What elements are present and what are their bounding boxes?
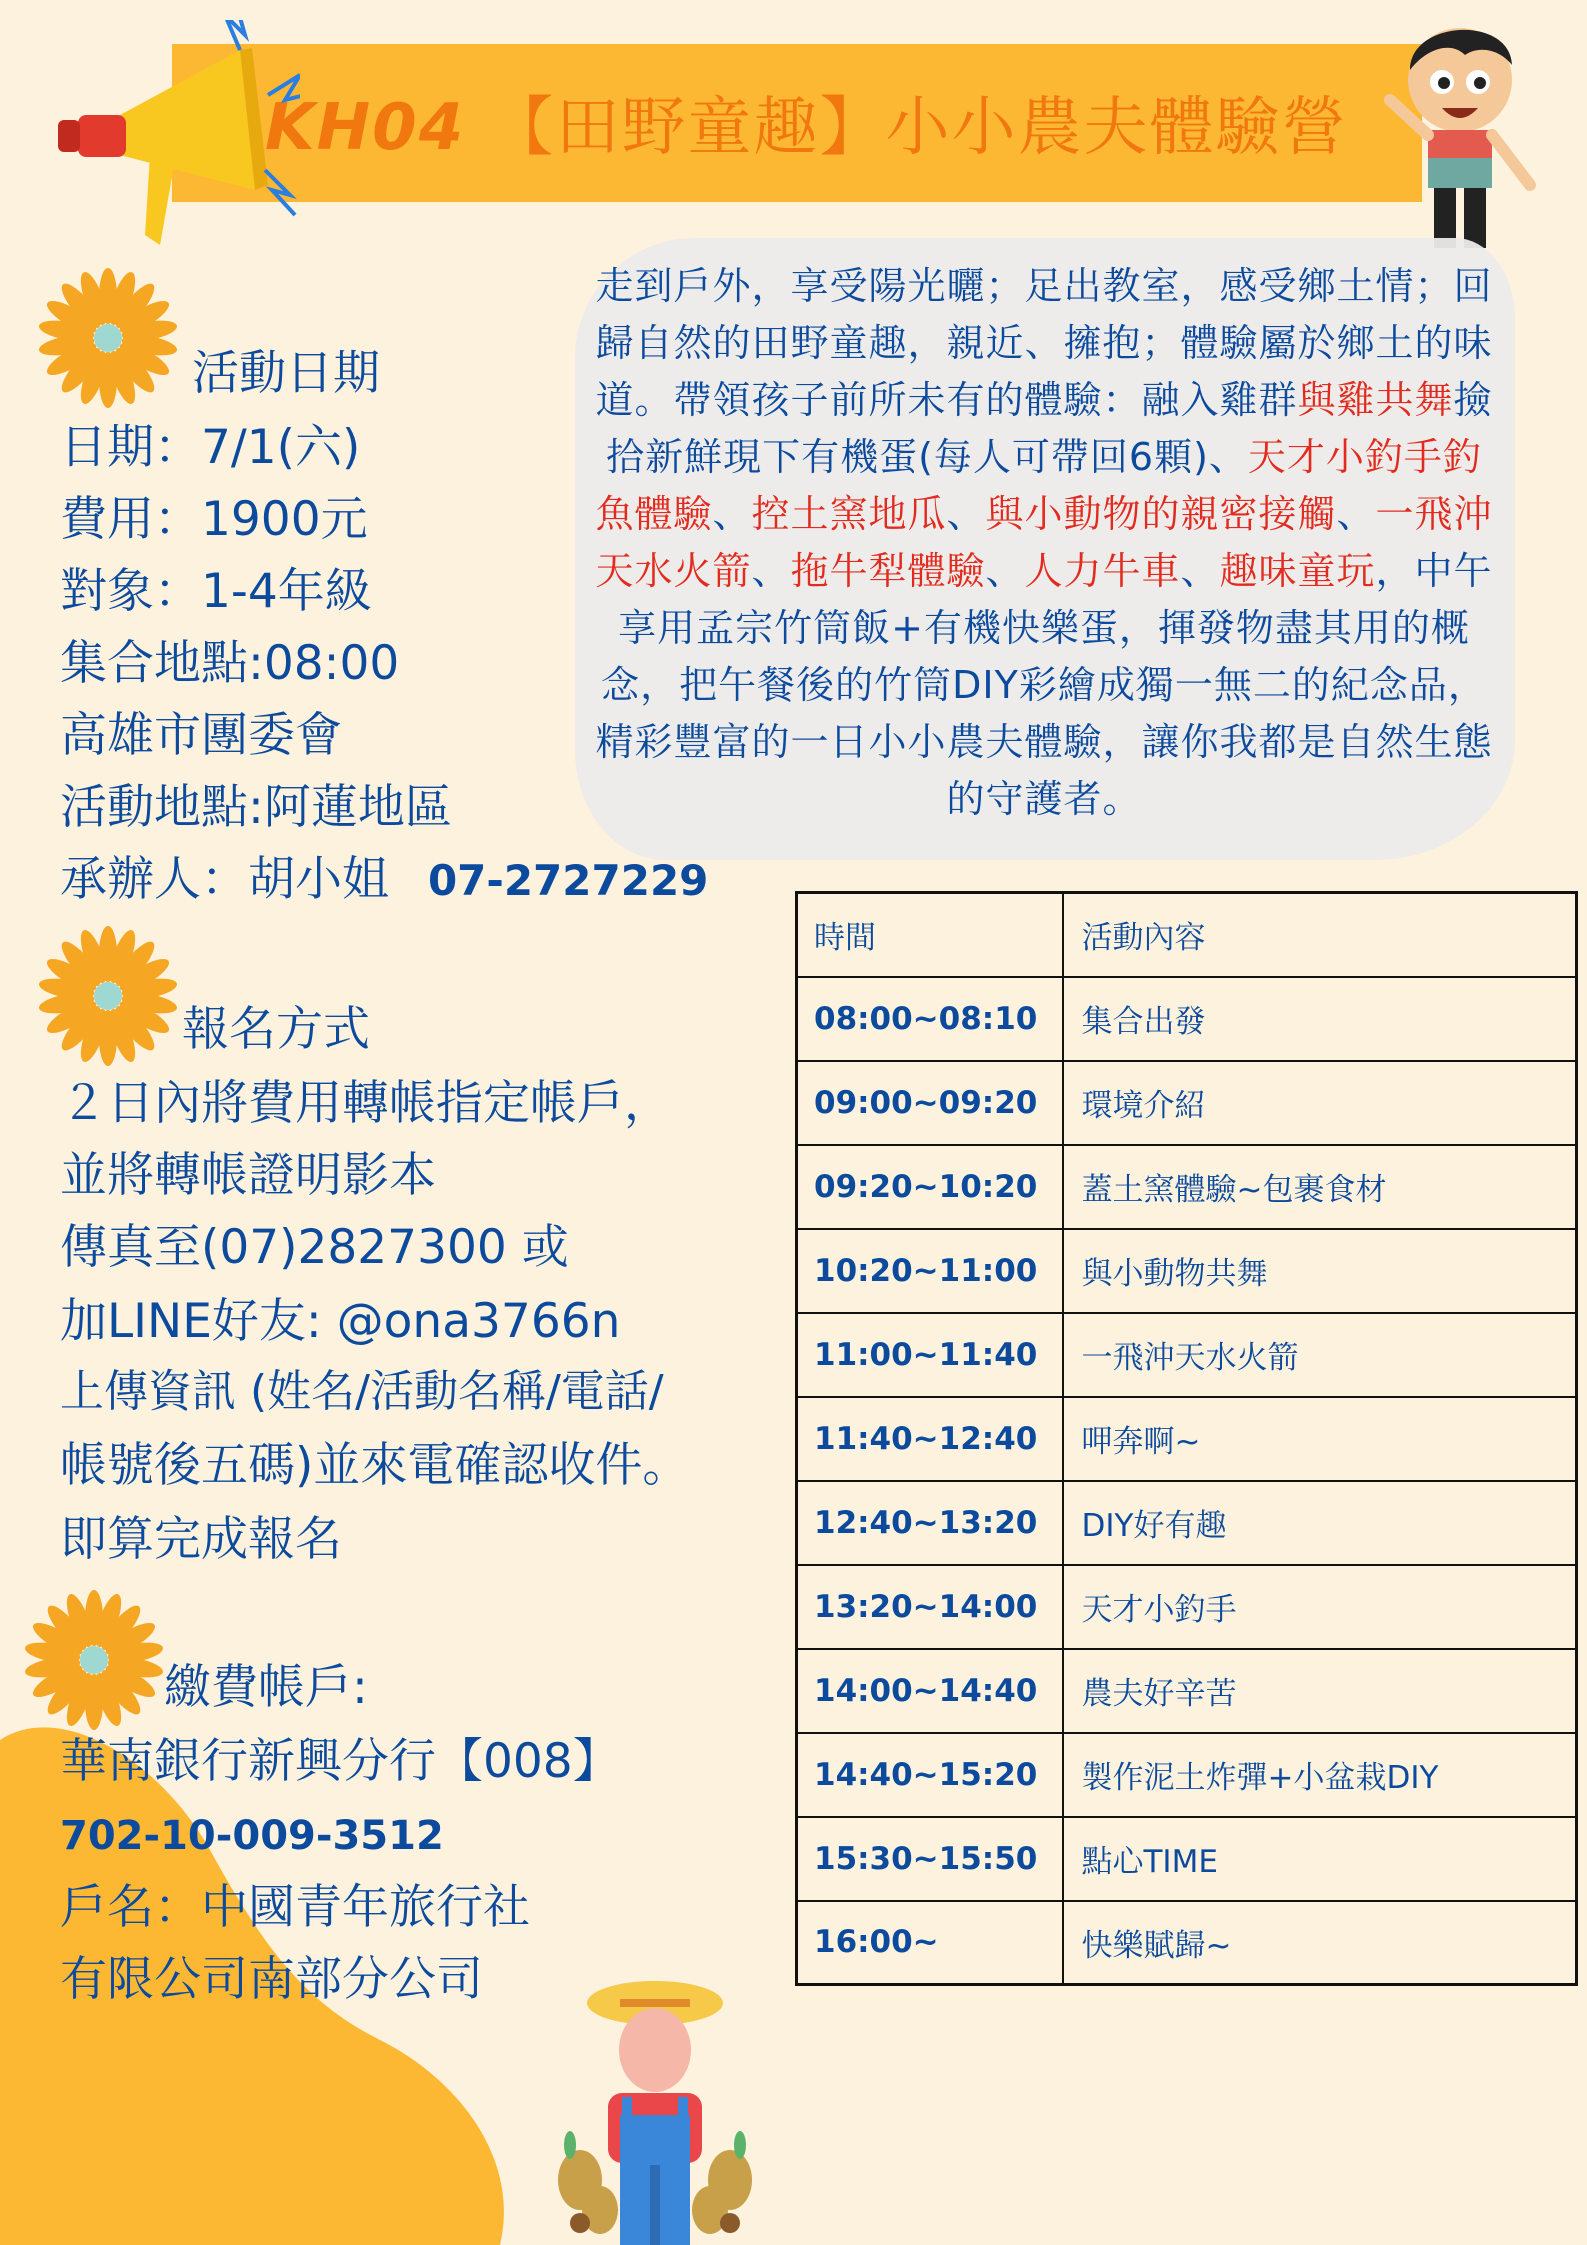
schedule-row bbox=[797, 1229, 1577, 1313]
schedule-content: DIY好有趣 bbox=[1063, 1481, 1577, 1565]
event-code: KH04 bbox=[265, 91, 466, 165]
schedule-row bbox=[797, 1565, 1577, 1649]
schedule-row bbox=[797, 1733, 1577, 1817]
payment-holder: 有限公司南部分公司 bbox=[60, 1952, 483, 2007]
schedule-row bbox=[797, 1901, 1577, 1985]
schedule-header-row bbox=[797, 893, 1577, 977]
intro-segment: 撿拾新鮮現下有機蛋(每人可帶回6顆)、 bbox=[606, 378, 1493, 479]
schedule-time: 12:40~13:20 bbox=[797, 1481, 1063, 1565]
sunflower-icon bbox=[24, 1590, 164, 1730]
schedule-content: 一飛沖天水火箭 bbox=[1063, 1313, 1577, 1397]
farmer-icon bbox=[540, 1965, 770, 2245]
payment-account: 702-10-009-3512 bbox=[60, 1813, 444, 1859]
schedule-time: 11:40~12:40 bbox=[797, 1397, 1063, 1481]
intro-segment: 、 bbox=[985, 549, 1025, 593]
intro-highlight: 與小動物的親密接觸 bbox=[985, 492, 1337, 536]
activity-organizer bbox=[60, 852, 709, 907]
registration-line: 上傳資訊 (姓名/活動名稱/電話/ bbox=[60, 1366, 664, 1417]
intro-segment: 、 bbox=[946, 492, 986, 536]
registration-line: 即算完成報名 bbox=[60, 1512, 342, 1567]
schedule-time: 14:40~15:20 bbox=[797, 1733, 1063, 1817]
megaphone-icon bbox=[40, 20, 300, 280]
intro-segment: 、 bbox=[1180, 549, 1220, 593]
intro-highlight: 趣味童玩 bbox=[1219, 549, 1376, 593]
registration-line: ２日內將費用轉帳指定帳戶， bbox=[60, 1076, 671, 1131]
registration-line: 並將轉帳證明影本 bbox=[60, 1148, 436, 1203]
intro-highlight: 拖牛犁體驗 bbox=[790, 549, 986, 593]
schedule-content: 環境介紹 bbox=[1063, 1061, 1577, 1145]
sunflower-icon bbox=[38, 926, 178, 1066]
payment-bank: 華南銀行新興分行【008】 bbox=[60, 1734, 620, 1789]
schedule-row bbox=[797, 977, 1577, 1061]
intro-highlight: 與雞共舞 bbox=[1297, 378, 1454, 422]
intro-highlight: 人力牛車 bbox=[1024, 549, 1181, 593]
event-title: 【田野童趣】小小農夫體驗營 bbox=[489, 91, 1348, 165]
schedule-content: 農夫好辛苦 bbox=[1063, 1649, 1577, 1733]
activity-meet-place: 高雄市團委會 bbox=[60, 708, 342, 763]
registration-line: 傳真至(07)2827300 或 bbox=[60, 1220, 569, 1275]
payment-heading: 繳費帳戶: bbox=[164, 1660, 368, 1715]
intro-highlight: 控土窯地瓜 bbox=[751, 492, 947, 536]
schedule-content: 天才小釣手 bbox=[1063, 1565, 1577, 1649]
intro-paragraph bbox=[590, 258, 1498, 828]
schedule-time: 15:30~15:50 bbox=[797, 1817, 1063, 1901]
organizer-phone: 07-2727229 bbox=[427, 856, 709, 905]
schedule-row bbox=[797, 1397, 1577, 1481]
schedule-content: 集合出發 bbox=[1063, 977, 1577, 1061]
schedule-content: 呷奔啊~ bbox=[1063, 1397, 1577, 1481]
intro-segment: 走到戶外，享受陽光曬；足出教室，感受鄉土情；回歸自然的田野童趣，親近、擁抱；體驗屬於鄉土的味道。帶領孩子前所未有的體驗：融入雞群 bbox=[595, 264, 1493, 422]
schedule-time: 09:20~10:20 bbox=[797, 1145, 1063, 1229]
schedule-header-content: 活動內容 bbox=[1063, 893, 1577, 977]
schedule-table bbox=[795, 891, 1578, 1986]
schedule-time: 11:00~11:40 bbox=[797, 1313, 1063, 1397]
schedule-content: 點心TIME bbox=[1063, 1817, 1577, 1901]
activity-date: 日期：7/1(六) bbox=[60, 420, 361, 475]
intro-segment: 、 bbox=[751, 549, 791, 593]
schedule-content: 製作泥土炸彈+小盆栽DIY bbox=[1063, 1733, 1577, 1817]
activity-heading: 活動日期 bbox=[192, 346, 380, 401]
activity-venue: 活動地點:阿蓮地區 bbox=[60, 780, 452, 835]
intro-segment: 、 bbox=[712, 492, 752, 536]
schedule-time: 10:20~11:00 bbox=[797, 1229, 1063, 1313]
schedule-header-time: 時間 bbox=[797, 893, 1063, 977]
waving-boy-icon bbox=[1370, 10, 1550, 270]
intro-segment: 、 bbox=[1336, 492, 1376, 536]
schedule-time: 14:00~14:40 bbox=[797, 1649, 1063, 1733]
schedule-content: 蓋土窯體驗~包裹食材 bbox=[1063, 1145, 1577, 1229]
intro-highlight: 天才小釣手釣魚體驗 bbox=[595, 435, 1482, 536]
schedule-row bbox=[797, 1145, 1577, 1229]
schedule-row bbox=[797, 1061, 1577, 1145]
activity-target: 對象：1-4年級 bbox=[60, 564, 372, 619]
schedule-row bbox=[797, 1313, 1577, 1397]
registration-line: 帳號後五碼)並來電確認收件。 bbox=[60, 1438, 690, 1493]
schedule-row bbox=[797, 1481, 1577, 1565]
activity-fee: 費用：1900元 bbox=[60, 492, 368, 547]
schedule-time: 13:20~14:00 bbox=[797, 1565, 1063, 1649]
schedule-time: 16:00~ bbox=[797, 1901, 1063, 1985]
payment-holder: 戶名：中國青年旅行社 bbox=[60, 1880, 530, 1935]
intro-segment: ，中午享用孟宗竹筒飯+有機快樂蛋，揮發物盡其用的概念，把午餐後的竹筒DIY彩繪成獨一無二的紀念品，精彩豐富的一日小小農夫體驗，讓你我都是自然生態的守護者。 bbox=[595, 549, 1493, 821]
intro-highlight: 一飛沖天水火箭 bbox=[595, 492, 1493, 593]
page-title bbox=[265, 76, 1348, 168]
activity-meet-time: 集合地點:08:00 bbox=[60, 636, 400, 691]
schedule-content: 快樂賦歸~ bbox=[1063, 1901, 1577, 1985]
schedule-row bbox=[797, 1817, 1577, 1901]
registration-heading: 報名方式 bbox=[182, 1002, 370, 1057]
sunflower-icon bbox=[38, 268, 178, 408]
schedule-row bbox=[797, 1649, 1577, 1733]
organizer-name: 承辦人：胡小姐 bbox=[60, 852, 389, 907]
schedule-time: 08:00~08:10 bbox=[797, 977, 1063, 1061]
schedule-content: 與小動物共舞 bbox=[1063, 1229, 1577, 1313]
registration-line: 加LINE好友: @ona3766n bbox=[60, 1294, 621, 1349]
schedule-time: 09:00~09:20 bbox=[797, 1061, 1063, 1145]
